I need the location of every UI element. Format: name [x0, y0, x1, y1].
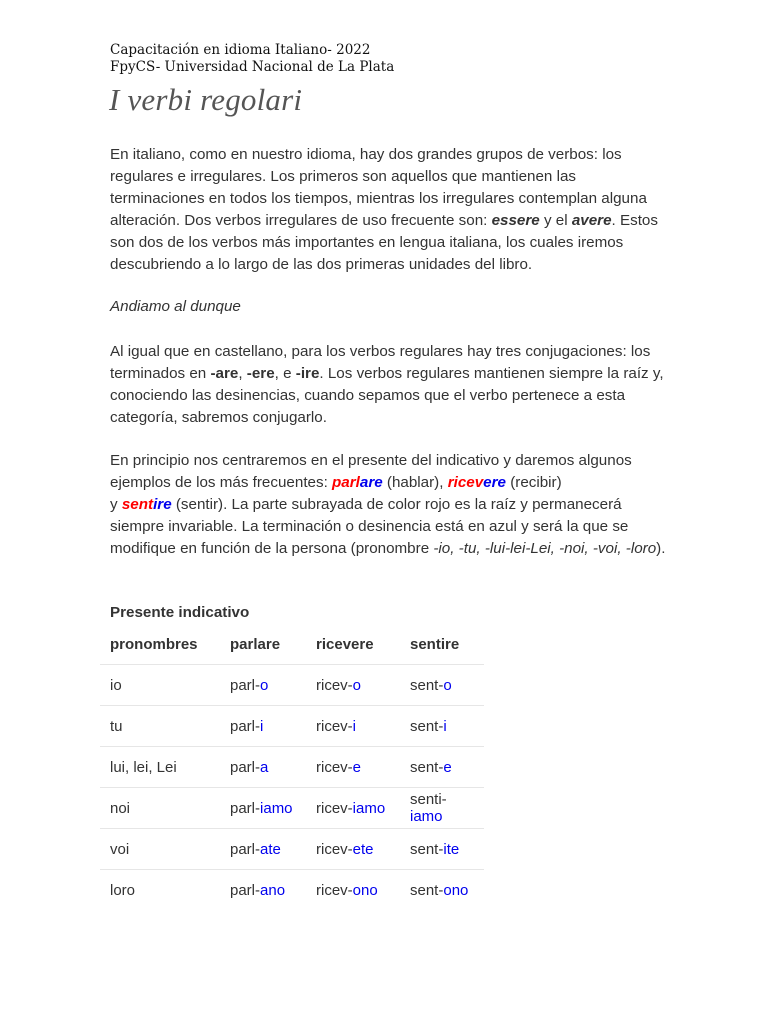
stem: sent- — [410, 676, 444, 694]
ending: ono — [352, 881, 378, 899]
examples-paragraph — [110, 450, 670, 560]
verb-essere: essere — [491, 212, 540, 229]
ending: iamo — [352, 799, 386, 817]
stem: sent- — [410, 881, 444, 899]
header-ricevere: ricevere — [316, 635, 374, 653]
stem: parl- — [230, 881, 261, 899]
conj-sep1: , — [238, 365, 247, 382]
sentire-cell — [400, 747, 484, 788]
parlare-cell — [220, 665, 306, 706]
pronoun-cell: noi — [110, 799, 131, 817]
ending: e — [443, 758, 452, 776]
sentire-cell — [400, 706, 484, 747]
ricevere-root: ricev — [447, 474, 484, 491]
parlare-cell — [220, 788, 306, 829]
stem: sent- — [410, 717, 444, 735]
verb-avere: avere — [571, 212, 612, 229]
examples-text-e: (sentir). La parte subrayada de color rojo es la raíz y permanecerá siempre invariable. La terminación o desinencia está en azul y será la que se modifique en función de la persona (pronombre — [110, 496, 629, 557]
sentire-cell — [400, 788, 484, 829]
stem: sent- — [410, 758, 444, 776]
ending-ere: -ere — [246, 365, 275, 382]
header-parlare: parlare — [230, 635, 281, 653]
ending: o — [260, 676, 269, 694]
sentire-cell — [400, 870, 484, 911]
sentire-cell — [400, 665, 484, 706]
examples-text-d: y — [110, 496, 122, 513]
ricevere-ending: ere — [483, 474, 506, 491]
parlare-cell — [220, 870, 306, 911]
pronoun-cell: lui, lei, Lei — [110, 758, 177, 776]
ending: ano — [260, 881, 286, 899]
ending: ite — [443, 840, 460, 858]
intro-paragraph — [110, 144, 670, 276]
header-sentire: sentire — [410, 635, 460, 653]
ricevere-cell — [306, 829, 400, 870]
intro-text-b: y el — [539, 212, 572, 229]
sentire-cell — [400, 829, 484, 870]
stem: parl- — [230, 840, 261, 858]
stem: sent- — [410, 840, 444, 858]
table-row — [100, 665, 484, 706]
ending-are: -are — [210, 365, 239, 382]
stem: parl- — [230, 717, 261, 735]
table-header-row — [100, 624, 484, 665]
ending: e — [352, 758, 362, 776]
stem: parl- — [230, 799, 261, 817]
conj-text-b: . Los verbos regulares mantienen siempre la raíz y, conociendo las desinencias, cuando sepamos que el verbo pertenece a esta categoría, sabremos conjugarlo. — [110, 365, 664, 426]
stem: ricev- — [316, 881, 353, 899]
table-row — [100, 788, 484, 829]
pronoun-cell: voi — [110, 840, 130, 858]
pronoun-cell: io — [110, 676, 122, 694]
ending: iamo — [260, 799, 293, 817]
intro-text-c: . Estos son dos de los verbos más importantes en lengua italiana, los cuales iremos descubriendo a lo largo de las dos primeras unidades del libro. — [110, 212, 658, 273]
intro-text-a: En italiano, como en nuestro idioma, hay dos grandes grupos de verbos: los regulares e irregulares. Los primeros son aquellos que mantienen las terminaciones en todos los tiempos, mientras los irregulares contemplan alguna alteración. Dos verbos irregulares de uso frecuente son: — [110, 146, 647, 229]
conjugation-table — [100, 624, 484, 910]
page-title: I verbi regolari — [109, 82, 303, 117]
section-subtitle: Andiamo al dunque — [110, 298, 241, 315]
ending: iamo — [410, 808, 443, 825]
pronoun-list: -io, -tu, -lui-lei-Lei, -noi, -voi, -loro — [433, 540, 657, 557]
ending: ate — [260, 840, 281, 858]
stem: parl- — [230, 676, 261, 694]
conjugations-paragraph — [110, 341, 670, 429]
stem: ricev- — [316, 799, 353, 817]
ricevere-cell — [306, 665, 400, 706]
ending: ete — [352, 840, 374, 858]
ending: o — [443, 676, 452, 694]
examples-text-c: (recibir) — [505, 474, 562, 491]
ending: ono — [443, 881, 469, 899]
examples-text-f: ). — [656, 540, 666, 557]
header-university-line: FpyCS- Universidad Nacional de La Plata — [110, 59, 395, 75]
conj-sep2: , e — [274, 365, 296, 382]
ricevere-cell — [306, 706, 400, 747]
table-row — [100, 747, 484, 788]
examples-text-b: (hablar), — [382, 474, 448, 491]
ending: o — [352, 676, 362, 694]
stem: ricev- — [316, 717, 353, 735]
parlare-cell — [220, 829, 306, 870]
parlare-ending: are — [359, 474, 383, 491]
table-row — [100, 870, 484, 911]
ricevere-cell — [306, 747, 400, 788]
stem: ricev- — [316, 840, 353, 858]
ending: i — [443, 717, 447, 735]
header-course-line: Capacitación en idioma Italiano- 2022 — [110, 42, 371, 58]
stem: ricev- — [316, 758, 353, 776]
conj-text-a: Al igual que en castellano, para los verbos regulares hay tres conjugaciones: los terminados en — [110, 343, 651, 382]
ending: a — [260, 758, 269, 776]
sentire-root: sent — [121, 496, 154, 513]
table-row — [100, 829, 484, 870]
stem: parl- — [230, 758, 261, 776]
table-row — [100, 706, 484, 747]
pronoun-cell: tu — [110, 717, 123, 735]
ending: i — [260, 717, 264, 735]
ending-ire: -ire — [295, 365, 320, 382]
header-pronombres: pronombres — [110, 635, 198, 653]
ricevere-cell — [306, 870, 400, 911]
ricevere-cell — [306, 788, 400, 829]
parlare-cell — [220, 747, 306, 788]
stem: ricev- — [316, 676, 353, 694]
stem: senti- — [410, 791, 447, 808]
examples-text-a: En principio nos centraremos en el presente del indicativo y daremos algunos ejemplos de los más frecuentes: — [110, 452, 632, 491]
table-title: Presente indicativo — [110, 604, 250, 621]
document-header — [110, 42, 394, 76]
parlare-root: parl — [332, 474, 360, 491]
sentire-ending: ire — [153, 496, 172, 513]
ending: i — [352, 717, 357, 735]
parlare-cell — [220, 706, 306, 747]
pronoun-cell: loro — [110, 881, 136, 899]
